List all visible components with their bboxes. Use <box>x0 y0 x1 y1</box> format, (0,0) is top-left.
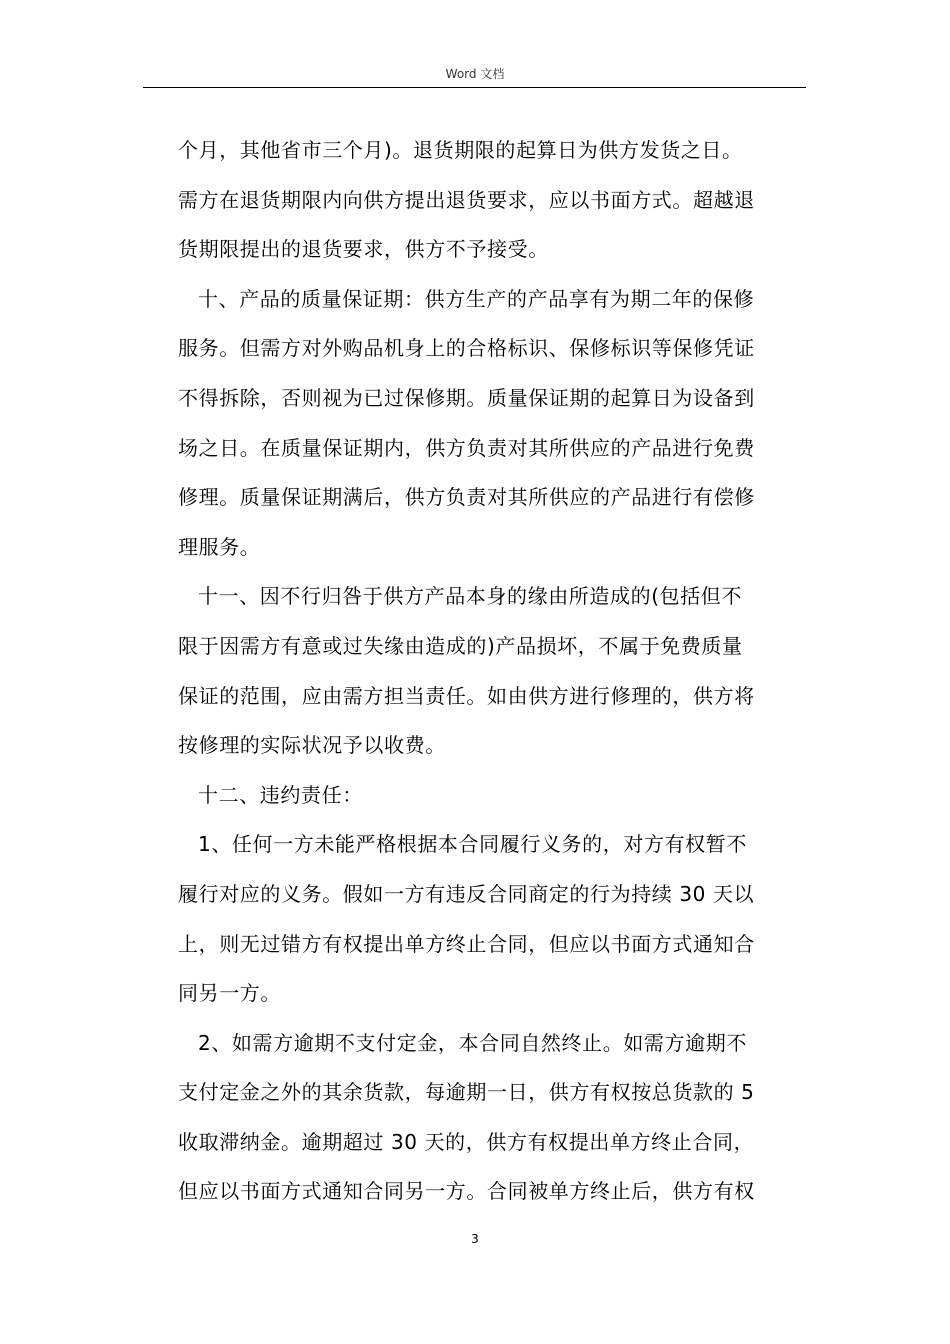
header-divider <box>143 87 806 88</box>
body-line: 限于因需方有意或过失缘由造成的)产品损坏，不属于免费质量 <box>178 633 743 658</box>
body-line: 上，则无过错方有权提出单方终止合同，但应以书面方式通知合 <box>178 931 755 956</box>
body-line: 场之日。在质量保证期内，供方负责对其所供应的产品进行免费 <box>178 435 755 460</box>
body-line: 个月，其他省市三个月)。退货期限的起算日为供方发货之日。 <box>178 138 743 162</box>
body-line: 2、如需方逾期不支付定金，本合同自然终止。如需方逾期不 <box>198 1030 747 1055</box>
body-line: 不得拆除，否则视为已过保修期。质量保证期的起算日为设备到 <box>178 385 755 410</box>
body-line: 支付定金之外的其余货款，每逾期一日，供方有权按总货款的 5 <box>178 1080 755 1105</box>
body-line: 1、任何一方未能严格根据本合同履行义务的，对方有权暂不 <box>198 832 747 857</box>
body-line: 履行对应的义务。假如一方有违反合同商定的行为持续 30 天以 <box>178 881 755 906</box>
body-line: 保证的范围，应由需方担当责任。如由供方进行修理的，供方将 <box>178 683 755 708</box>
page-number: 3 <box>471 1232 479 1246</box>
body-line: 货期限提出的退货要求，供方不予接受。 <box>178 237 549 262</box>
body-line: 修理。质量保证期满后，供方负责对其所供应的产品进行有偿修 <box>178 485 755 510</box>
body-line: 十二、违约责任： <box>198 782 363 807</box>
body-line: 十一、因不行归咎于供方产品本身的缘由所造成的(包括但不 <box>198 584 743 609</box>
body-line: 理服务。 <box>178 534 261 559</box>
body-line: 同另一方。 <box>178 981 281 1006</box>
body-line: 十、产品的质量保证期：供方生产的产品享有为期二年的保修 <box>198 286 755 311</box>
body-line: 收取滞纳金。逾期超过 30 天的，供方有权提出单方终止合同， <box>178 1129 755 1154</box>
body-line: 但应以书面方式通知合同另一方。合同被单方终止后，供方有权 <box>178 1179 755 1204</box>
body-line: 服务。但需方对外购品机身上的合格标识、保修标识等保修凭证 <box>178 336 755 361</box>
document-body <box>178 126 806 1217</box>
body-line: 需方在退货期限内向供方提出退货要求，应以书面方式。超越退 <box>178 187 755 212</box>
page-header-title: Word 文档 <box>445 67 505 81</box>
body-line: 按修理的实际状况予以收费。 <box>178 733 446 758</box>
